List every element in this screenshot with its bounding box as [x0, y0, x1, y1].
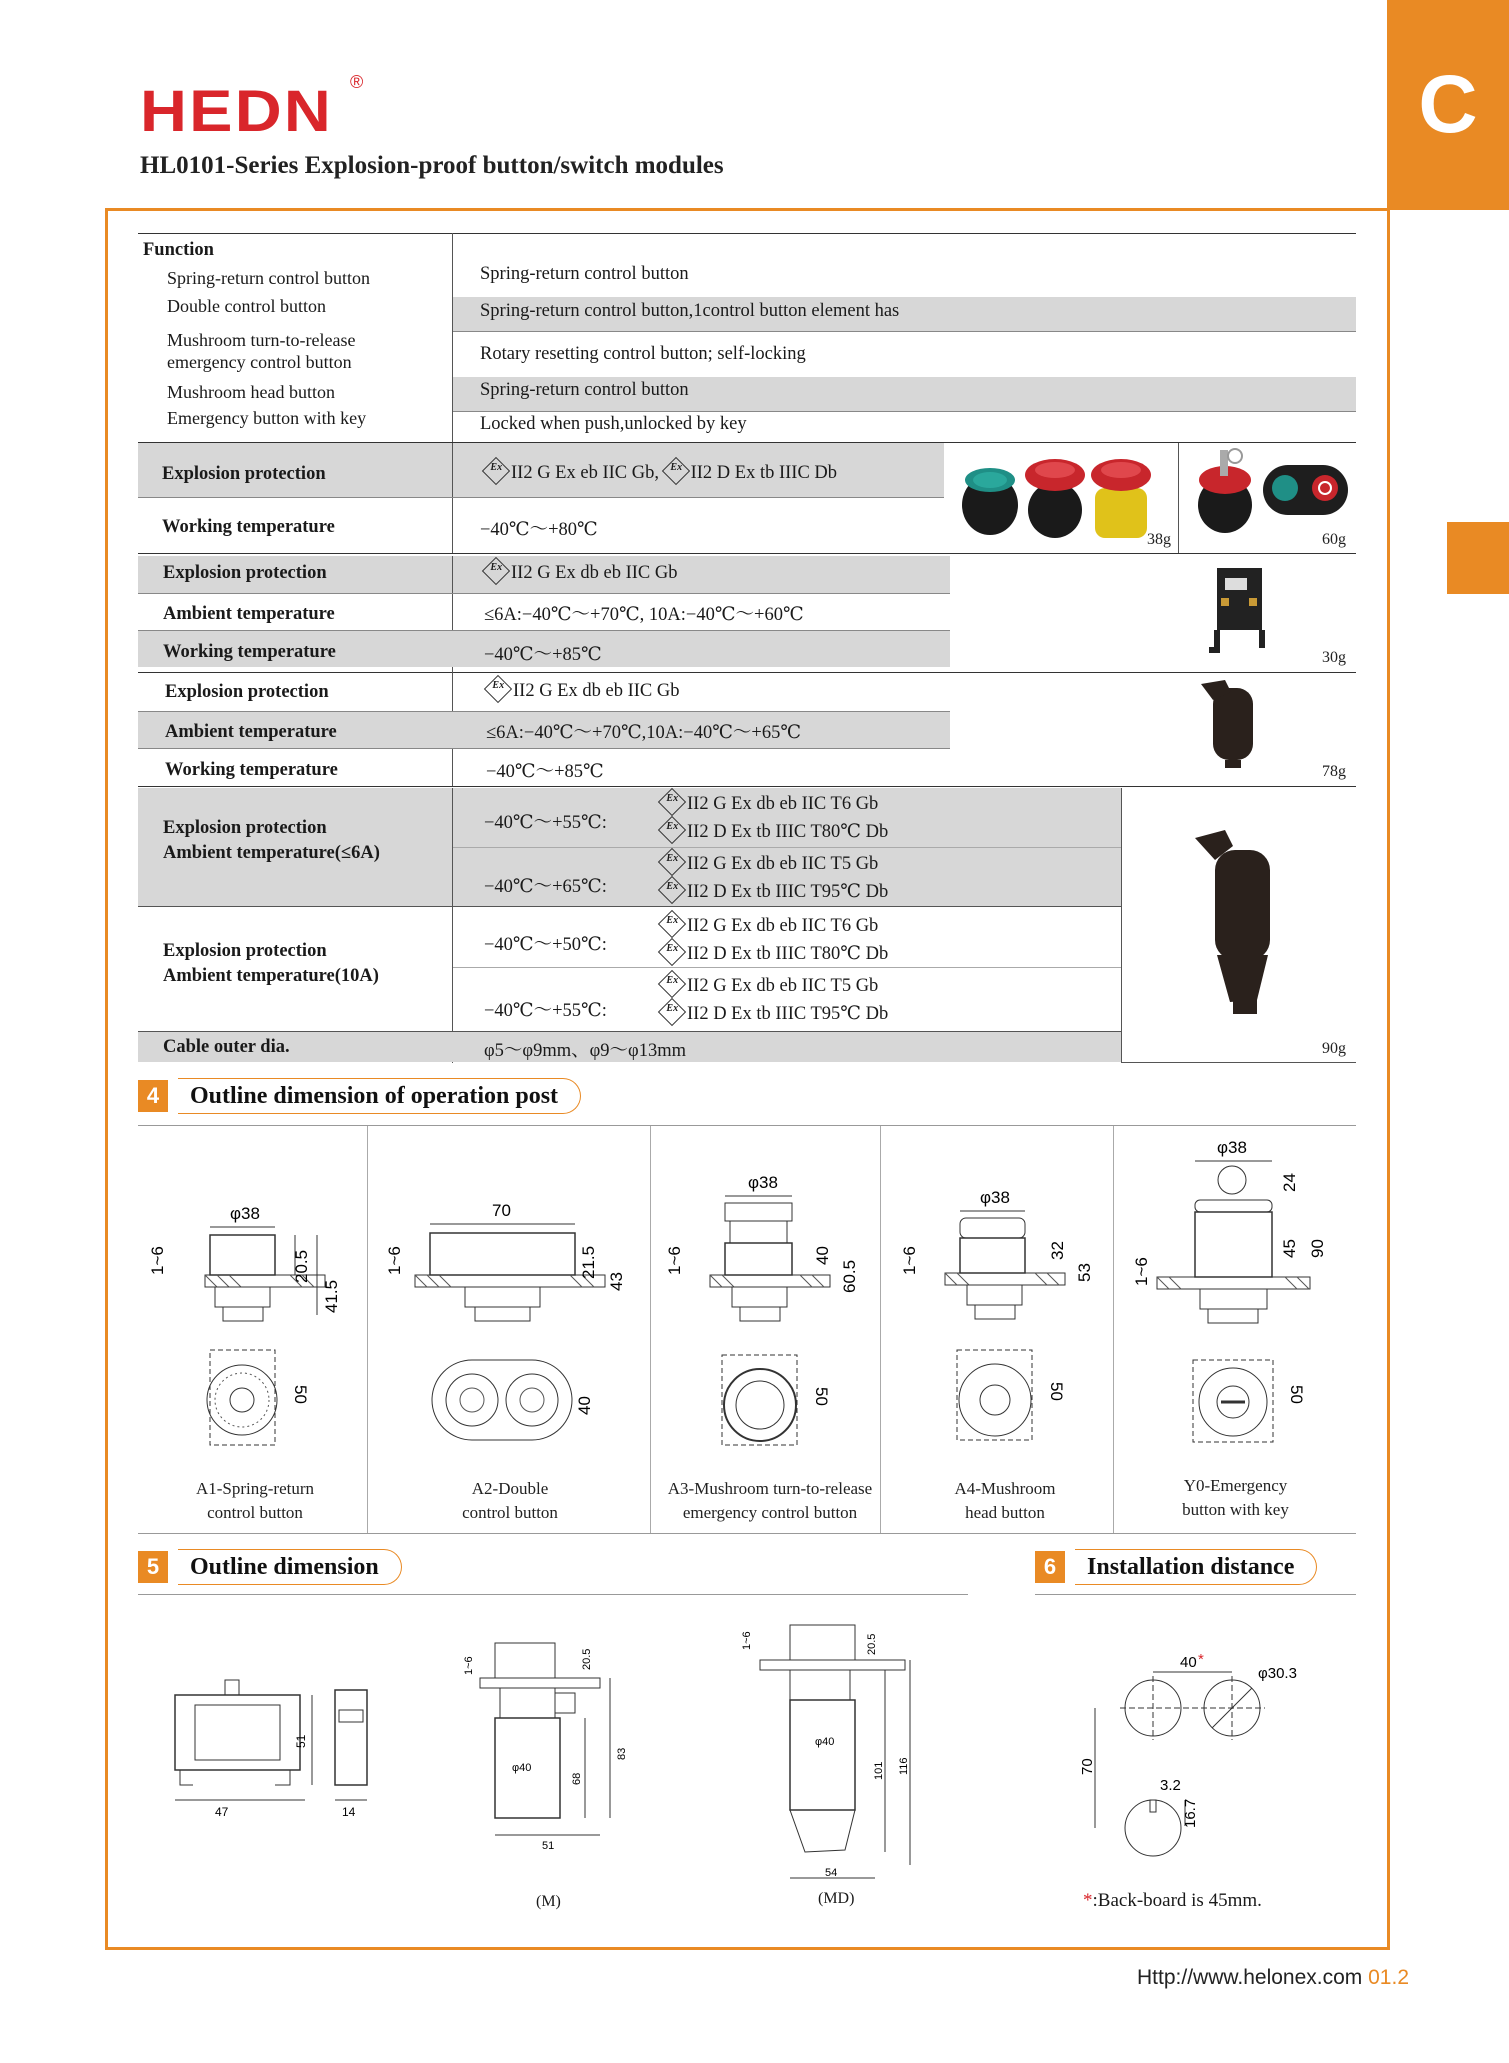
working-temperature-label: Working temperature — [165, 760, 338, 780]
caption-line: emergency control button — [682, 1503, 858, 1522]
dim-label: 3.2 — [1160, 1777, 1181, 1794]
working-temperature-label: Working temperature — [162, 517, 335, 537]
explosion-value: II2 D Ex tb IIIC Db — [690, 463, 838, 483]
dim-label: 50 — [1287, 1385, 1306, 1404]
explosion-label: Explosion protection — [165, 682, 329, 702]
weight-label: 60g — [1322, 531, 1346, 548]
temp-range: −40℃～+55℃: — [484, 1001, 607, 1021]
certification: II2 D Ex tb IIIC T95℃ Db — [687, 1004, 889, 1024]
dim-label: φ38 — [980, 1188, 1010, 1207]
caption — [655, 1477, 885, 1525]
ambient-temperature-label: Ambient temperature(≤6A) — [163, 843, 380, 863]
ex-mark-icon — [482, 457, 510, 485]
caption-line: control button — [462, 1503, 558, 1522]
drawing-m — [450, 1635, 650, 1865]
working-temperature-label: Working temperature — [163, 642, 336, 662]
caption-line: A4-Mushroom — [954, 1479, 1056, 1498]
footer — [1137, 1966, 1409, 1990]
drawing-installation — [1080, 1640, 1330, 1870]
dim-label: 24 — [1280, 1173, 1299, 1192]
ex-mark-icon — [658, 848, 686, 876]
caption — [405, 1477, 615, 1525]
explosion-value: II2 G Ex eb IIC Gb, — [511, 463, 659, 483]
dim-label: 50 — [291, 1385, 310, 1404]
drawing-label: (MD) — [818, 1890, 855, 1907]
explosion-label: Explosion protection — [162, 464, 326, 484]
dim-label: 1~6 — [463, 1656, 475, 1675]
drawing-md — [735, 1620, 935, 1890]
function-name: Emergency button with key — [167, 408, 367, 428]
dim-label: 53 — [1075, 1263, 1094, 1282]
ex-mark-icon — [658, 998, 686, 1026]
dim-label: φ30.3 — [1258, 1665, 1297, 1682]
dim-label: 1~6 — [385, 1246, 404, 1275]
function-desc: Spring-return control button — [480, 380, 689, 400]
temp-range: −40℃～+65℃: — [484, 877, 607, 897]
dim-star: * — [1198, 1651, 1204, 1668]
dim-label: 40 — [1180, 1654, 1197, 1671]
dim-label: 16.7 — [1182, 1798, 1199, 1828]
section-number: 6 — [1035, 1551, 1065, 1583]
dim-label: 43 — [607, 1272, 626, 1291]
note-star: * — [1083, 1890, 1093, 1911]
explosion-value: II2 G Ex db eb IIC Gb — [513, 681, 680, 701]
ex-mark-icon — [658, 910, 686, 938]
certification: II2 D Ex tb IIIC T80℃ Db — [687, 944, 889, 964]
product-photo-contact-block — [1205, 568, 1275, 658]
dim-label: 101 — [873, 1761, 885, 1780]
product-photo-enclosure-large — [1185, 830, 1295, 1020]
dim-label: 20.5 — [866, 1633, 878, 1655]
explosion-label: Explosion protection — [163, 941, 327, 961]
drawing-a3 — [660, 1165, 875, 1465]
ambient-temperature-label: Ambient temperature — [165, 722, 337, 742]
drawing-label: (M) — [536, 1893, 561, 1910]
dim-label: 21.5 — [579, 1245, 598, 1279]
weight-label: 30g — [1322, 649, 1346, 666]
product-photo-buttons — [960, 450, 1170, 545]
section-6-header — [1035, 1549, 1355, 1585]
dim-label: 47 — [215, 1805, 229, 1819]
weight-label: 38g — [1147, 531, 1171, 548]
category-tab: C — [1387, 0, 1509, 210]
ambient-temperature-value: ≤6A:−40℃～+70℃, 10A:−40℃～+60℃ — [484, 605, 804, 625]
dim-label: 32 — [1048, 1241, 1067, 1260]
section-number: 4 — [138, 1080, 168, 1112]
explosion-label: Explosion protection — [163, 818, 327, 838]
certification: II2 G Ex db eb IIC T6 Gb — [687, 794, 879, 814]
working-temperature-value: −40℃～+80℃ — [480, 520, 598, 540]
certification: II2 G Ex db eb IIC T5 Gb — [687, 976, 879, 996]
working-temperature-value: −40℃～+85℃ — [484, 645, 602, 665]
dim-label: 40 — [813, 1246, 832, 1265]
side-tab-marker — [1447, 522, 1509, 594]
temp-range: −40℃～+55℃: — [484, 813, 607, 833]
caption-line: Y0-Emergency — [1183, 1476, 1288, 1495]
dim-label: φ38 — [230, 1204, 260, 1223]
page-number: 01.2 — [1368, 1966, 1409, 1989]
ex-mark-icon — [658, 938, 686, 966]
caption — [150, 1477, 360, 1525]
dim-label: 45 — [1280, 1239, 1299, 1258]
drawing-y0 — [1125, 1130, 1350, 1470]
dim-label: 14 — [342, 1805, 356, 1819]
explosion-label: Explosion protection — [163, 563, 327, 583]
dim-label: φ40 — [815, 1736, 835, 1748]
cable-label: Cable outer dia. — [163, 1037, 290, 1057]
dim-label: 83 — [616, 1747, 628, 1760]
drawing-contact-module — [165, 1670, 385, 1830]
explosion-value: II2 G Ex db eb IIC Gb — [511, 563, 678, 583]
function-name: Double control button — [167, 296, 326, 316]
caption-line: A3-Mushroom turn-to-release — [667, 1479, 873, 1498]
ambient-temperature-label: Ambient temperature(10A) — [163, 966, 379, 986]
certification: II2 G Ex db eb IIC T5 Gb — [687, 854, 879, 874]
dim-label: 50 — [1047, 1382, 1066, 1401]
ambient-temperature-label: Ambient temperature — [163, 604, 335, 624]
dim-label: 54 — [825, 1867, 838, 1879]
section-title: Outline dimension — [178, 1549, 402, 1585]
caption-line: button with key — [1182, 1500, 1289, 1519]
ex-mark-icon — [658, 788, 686, 816]
dim-label: 1~6 — [665, 1246, 684, 1275]
caption-line: A2-Double — [471, 1479, 549, 1498]
ex-mark-icon — [482, 557, 510, 585]
weight-label: 90g — [1322, 1040, 1346, 1057]
function-name: Mushroom head button — [167, 382, 335, 402]
dim-label: 1~6 — [741, 1631, 753, 1650]
product-photo-enclosure-small — [1195, 678, 1265, 773]
temp-range: −40℃～+50℃: — [484, 935, 607, 955]
drawing-a2 — [380, 1195, 645, 1465]
section-title: Outline dimension of operation post — [178, 1078, 581, 1114]
dim-label: 90 — [1308, 1239, 1327, 1258]
function-desc: Rotary resetting control button; self-locking — [480, 344, 806, 364]
page-title: HL0101-Series Explosion-proof button/switch modules — [140, 152, 724, 179]
weight-label: 78g — [1322, 763, 1346, 780]
dim-label: 51 — [294, 1734, 308, 1748]
caption — [1128, 1474, 1343, 1522]
dim-label: 70 — [492, 1201, 511, 1220]
dim-label: 20.5 — [292, 1249, 311, 1283]
product-photo-key-double — [1195, 450, 1355, 540]
footer-url[interactable]: Http://www.helonex.com — [1137, 1966, 1363, 1989]
function-desc: Spring-return control button — [480, 264, 689, 284]
working-temperature-value: −40℃～+85℃ — [486, 762, 604, 782]
dim-label: φ38 — [748, 1173, 778, 1192]
function-name: emergency control button — [167, 352, 352, 372]
dim-label: 40 — [575, 1396, 594, 1415]
ambient-temperature-value: ≤6A:−40℃～+70℃,10A:−40℃～+65℃ — [486, 723, 802, 743]
caption-line: head button — [965, 1503, 1045, 1522]
function-desc: Spring-return control button,1control button element has — [480, 301, 900, 321]
caption — [900, 1477, 1110, 1525]
drawing-a4 — [895, 1180, 1110, 1465]
certification: II2 G Ex db eb IIC T6 Gb — [687, 916, 879, 936]
ex-mark-icon — [658, 876, 686, 904]
dim-label: 68 — [571, 1772, 583, 1785]
ex-mark-icon — [658, 816, 686, 844]
dim-label: 1~6 — [1132, 1257, 1151, 1286]
dim-label: 50 — [812, 1387, 831, 1406]
dim-label: φ40 — [512, 1762, 532, 1774]
function-desc: Locked when push,unlocked by key — [480, 414, 747, 434]
dim-label: 20.5 — [581, 1648, 593, 1670]
caption-line: control button — [207, 1503, 303, 1522]
dim-label: 41.5 — [322, 1279, 341, 1313]
caption-line: A1-Spring-return — [195, 1479, 315, 1498]
cable-value: φ5～φ9mm、φ9～φ13mm — [484, 1041, 687, 1061]
function-name: Mushroom turn-to-release — [167, 330, 356, 350]
dim-label: φ38 — [1217, 1138, 1247, 1157]
installation-note — [1083, 1890, 1262, 1912]
dim-label: 1~6 — [900, 1246, 919, 1275]
ex-mark-icon — [661, 457, 689, 485]
ex-mark-icon — [484, 675, 512, 703]
dim-label: 70 — [1079, 1758, 1096, 1775]
ex-mark-icon — [658, 970, 686, 998]
certification: II2 D Ex tb IIIC T80℃ Db — [687, 822, 889, 842]
dim-label: 51 — [542, 1840, 555, 1852]
dim-label: 116 — [898, 1757, 910, 1775]
function-name: Spring-return control button — [167, 268, 370, 288]
section-5-header — [138, 1549, 538, 1585]
section-title: Installation distance — [1075, 1549, 1317, 1585]
dim-label: 60.5 — [840, 1259, 859, 1293]
dim-label: 1~6 — [148, 1246, 167, 1275]
note-text: :Back-board is 45mm. — [1092, 1890, 1262, 1911]
function-heading: Function — [143, 240, 214, 260]
section-number: 5 — [138, 1551, 168, 1583]
section-4-header — [138, 1078, 638, 1114]
certification: II2 D Ex tb IIIC T95℃ Db — [687, 882, 889, 902]
registered-mark: ® — [350, 72, 364, 92]
drawing-a1 — [145, 1195, 365, 1465]
brand-logo: HEDN — [140, 79, 334, 144]
